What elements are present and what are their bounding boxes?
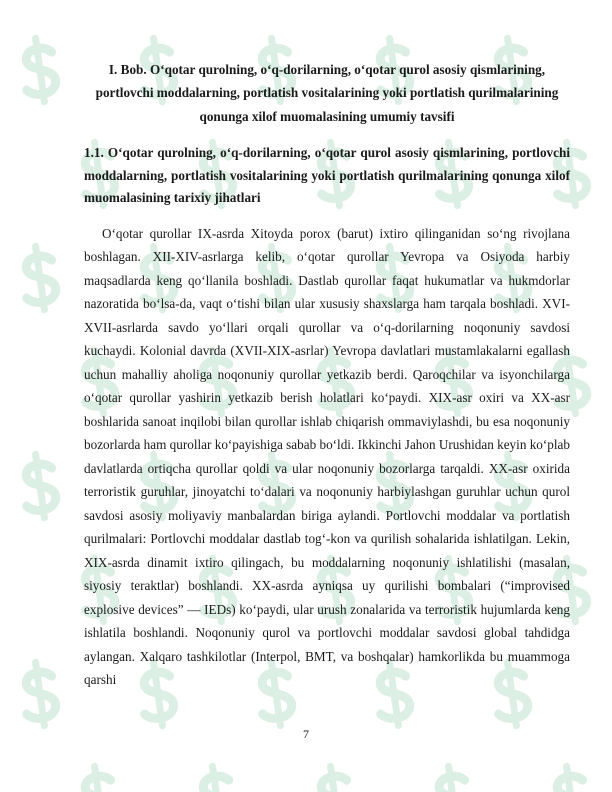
watermark-dollar-icon [79,764,118,792]
watermark-dollar-icon [433,764,472,792]
section-title: 1.1. O‘qotar qurolning, o‘q-dorilarning, o‘qotar qurol asosiy qismlarining, portlovchi moddalarning, portlatish vositalarining yoki portlatish qurilmalarining qonunga xilof muomalasining tarixiy jihatlari [84,145,570,206]
watermark-dollar-icon [551,764,590,792]
watermark-dollar-icon [20,36,59,104]
watermark-dollar-icon [20,244,59,312]
chapter-title: I. Bob. O‘qotar qurolning, o‘q-dorilarning, o‘qotar qurol asosiy qismlarining, portlovchi moddalarning, portlatish vositalarining yoki portlatish qurilmalarining qonunga xilof muomalasining umumiy tavsifi [95,62,559,124]
page-content [84,58,570,692]
watermark-dollar-icon [20,660,59,728]
watermark-dollar-icon [197,764,236,792]
watermark-dollar-icon [315,764,354,792]
body-paragraph: O‘qotar qurollar IX-asrda Xitoyda porox (barut) ixtiro qilinganidan so‘ng rivojlana boshlagan. XII-XIV-asrlarga kelib, o‘qotar qurollar Yevropa va Osiyoda harbiy maqsadlarda keng qo‘llanila boshladi. Dastlab qurollar faqat hukumatlar va hukmdorlar nazoratida bo‘lsa-da, vaqt o‘tishi bilan ular xususiy shaxslarga ham tarqala boshladi. XVI-XVII-asrlarda savdo yo‘llari orqali qurollar va o‘q-dorilarning noqonuniy savdosi kuchaydi. Kolonial davrda (XVII-XIX-asrlar) Yevropa davlatlari mustamlakalarni egallash uchun mahalliy aholiga noqonuniy qurollar yetkazib berdi. Qaroqchilar va isyonchilarga o‘qotar qurollar yashirin yetkazib berish holatlari ko‘paydi. XIX-asr oxiri va XX-asr boshlarida sanoat inqilobi bilan qurollar ishlab chiqarish ommaviylashdi, bu esa noqonuniy bozorlarda ham qurollar ko‘payishiga sabab bo‘ldi. Ikkinchi Jahon Urushidan keyin ko‘plab davlatlarda ortiqcha qurollar qoldi va ular noqonuniy bozorlarga tarqaldi. XX-asr oxirida terroristik guruhlar, jinoyatchi to‘dalari va noqonuniy harbiylashgan guruhlar uchun qurol savdosi asosiy moliyaviy manbalardan biriga aylandi. Portlovchi moddalar va portlatish qurilmalari: Portlovchi moddalar dastlab tog‘-kon va qurilish sohalarida ishlatilgan. Lekin, XIX-asrda dinamit ixtiro qilingach, bu moddalarning noqonuniy ishlatilishi (masalan, siyosiy teraktlar) boshlandi. XX-asrda ayniqsa uy qurilishi bombalari (“improvised explosive devices” — IEDs) ko‘paydi, ular urush zonalarida va terroristik hujumlarda keng ishlatila boshlandi. Noqonuniy qurol va portlovchi moddalar savdosi global tahdidga aylangan. Xalqaro tashkilotlar (Interpol, BMT, va boshqalar) hamkorlikda bu muammoga qarshi [84,225,570,688]
page-number: 7 [303,727,309,741]
watermark-dollar-icon [20,452,59,520]
